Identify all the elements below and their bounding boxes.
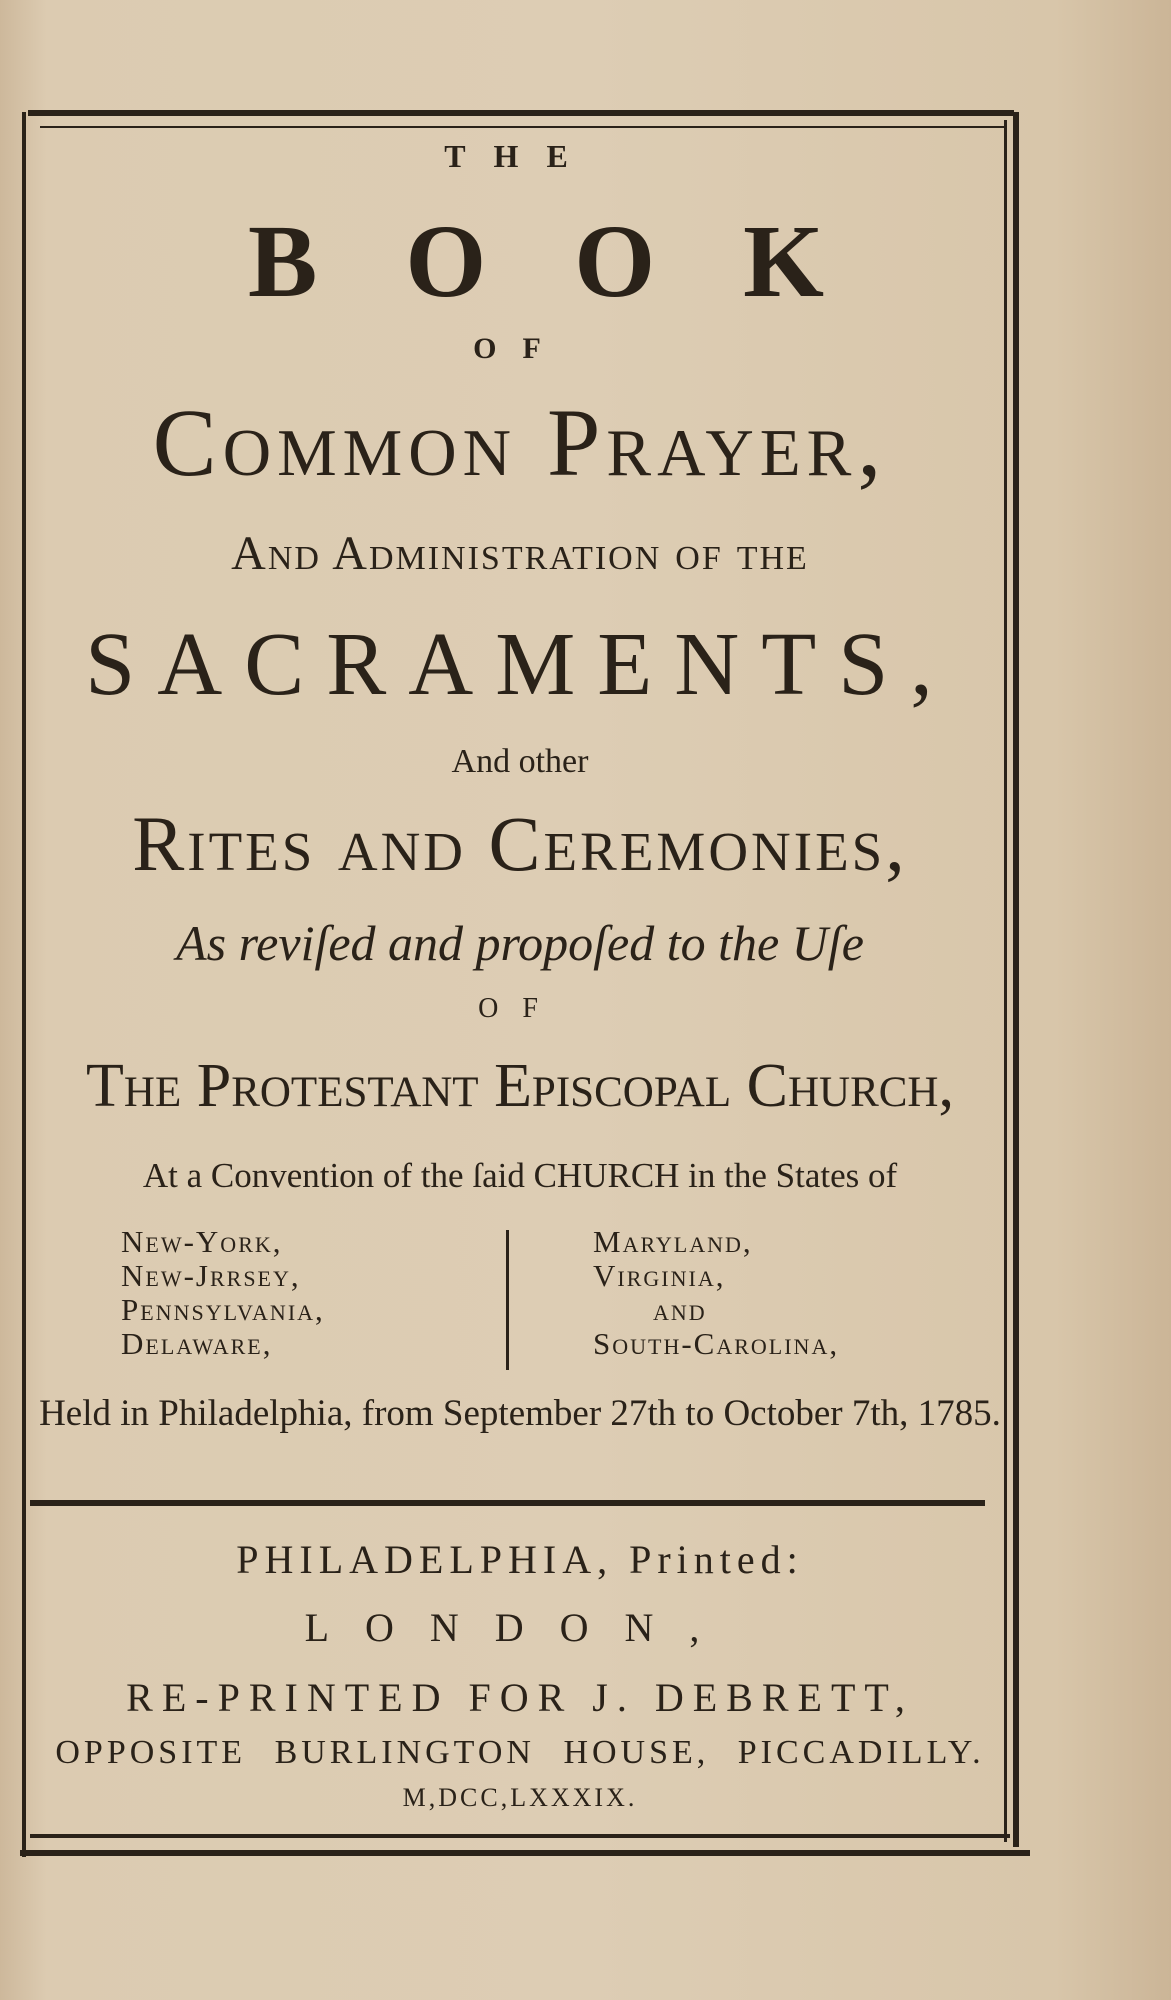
- frame-bottom-outer: [20, 1850, 1030, 1856]
- state-name: New-Jrrsey,: [121, 1258, 301, 1293]
- frame-top-outer: [28, 110, 1014, 116]
- states-left-column: [121, 1225, 325, 1361]
- states-right-column: [593, 1225, 839, 1361]
- of-line: OF: [478, 993, 562, 1024]
- of-heading: OF: [473, 332, 567, 365]
- frame-top-inner: [40, 126, 1006, 128]
- state-name: Delaware,: [121, 1326, 273, 1361]
- state-name: Maryland,: [593, 1224, 753, 1259]
- held-line: Held in Philadelphia, from September 27th to October 7th, 1785.: [39, 1393, 1001, 1434]
- state-name: South-Carolina,: [593, 1326, 840, 1361]
- state-name: New-York,: [121, 1224, 283, 1259]
- state-name: Virginia,: [593, 1258, 726, 1293]
- states-divider: [506, 1230, 509, 1370]
- frame-right-outer: [1013, 112, 1019, 1847]
- administration-line: And Administration of the: [231, 527, 809, 580]
- imprint-reprinted: RE-PRINTED FOR J. DEBRETT,: [126, 1675, 914, 1720]
- convention-line: At a Convention of the ſaid CHURCH in the States of: [142, 1156, 898, 1195]
- state-name: Pennsylvania,: [121, 1292, 325, 1327]
- divider-rule: [30, 1500, 985, 1506]
- and-other-line: And other: [451, 743, 589, 780]
- sacraments-heading: SACRAMENTS,: [85, 615, 955, 714]
- book-heading: BOOK: [247, 204, 913, 319]
- state-name: and: [653, 1292, 707, 1327]
- imprint-london: LONDON,: [304, 1605, 736, 1650]
- imprint-year: M,DCC,LXXXIX.: [402, 1783, 638, 1812]
- imprint-address: OPPOSITE BURLINGTON HOUSE, PICCADILLY.: [55, 1734, 985, 1771]
- church-heading: The Proteſtant Epiſcopal Church,: [86, 1052, 954, 1120]
- revised-line: As reviſed and propoſed to the Uſe: [176, 915, 864, 971]
- frame-left: [22, 112, 26, 1857]
- common-prayer-heading: Common Prayer,: [152, 389, 888, 496]
- frame-right-inner: [1004, 120, 1007, 1842]
- imprint-philadelphia: PHILADELPHIA, Printed:: [236, 1537, 804, 1582]
- the-heading: THE: [444, 138, 596, 174]
- frame-bottom-inner: [30, 1834, 1010, 1838]
- rites-heading: Rites and Ceremonies,: [132, 800, 908, 887]
